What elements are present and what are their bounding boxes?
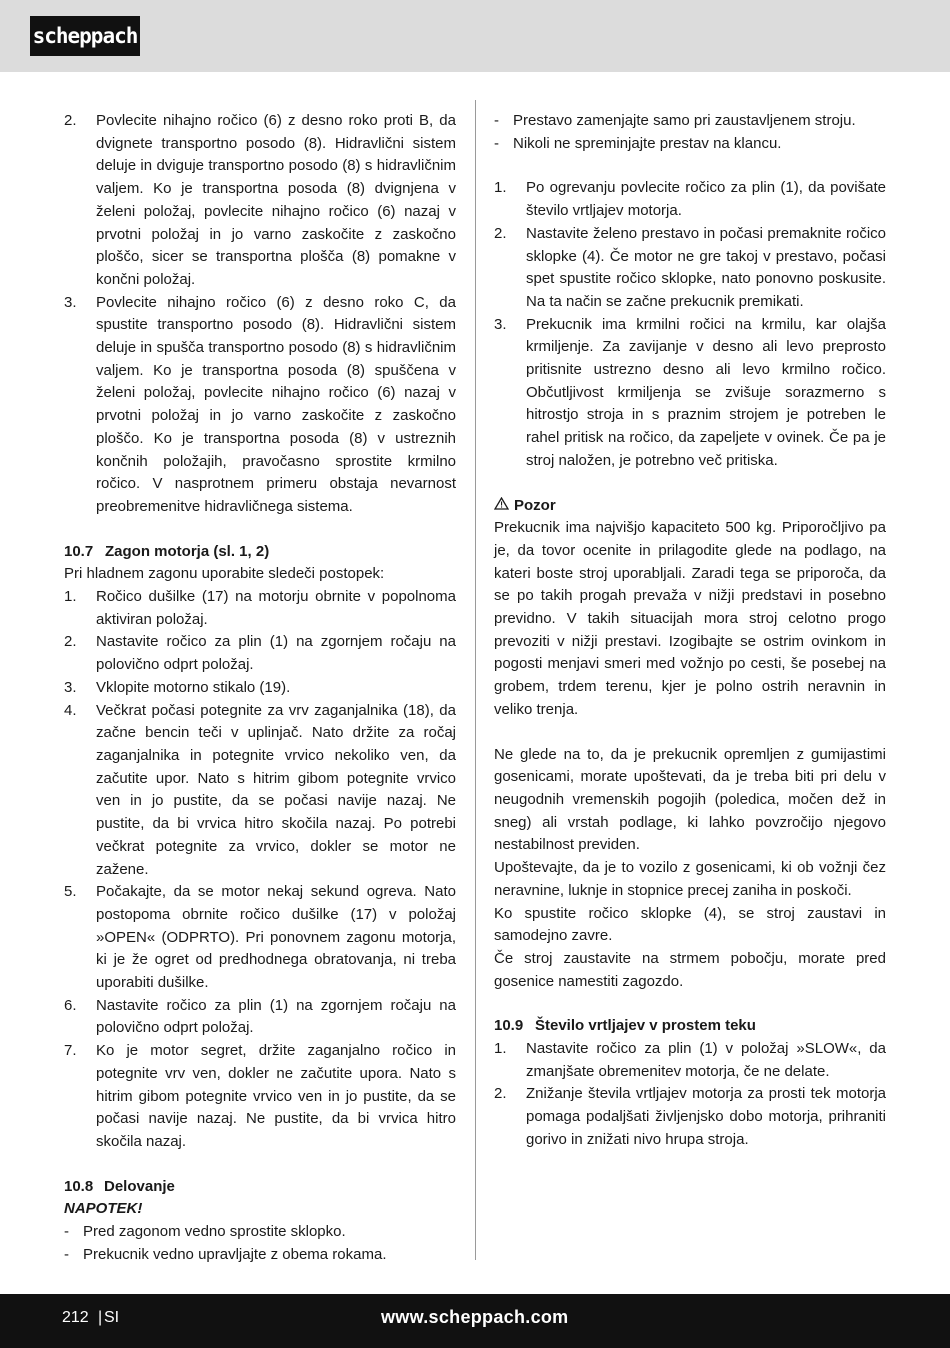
list-item — [64, 700, 456, 882]
list-number: 7. — [64, 1042, 77, 1060]
language-code: SI — [104, 1309, 120, 1326]
list-number: 3. — [64, 293, 77, 311]
list-item — [64, 677, 456, 700]
section-title: Delovanje — [104, 1177, 175, 1195]
section-number: 10.9 — [494, 1017, 524, 1035]
list-dash: - — [64, 1245, 69, 1263]
list-text: Prestavo zamenjajte samo pri zaustavljenem stroju. — [513, 112, 856, 129]
list-number: 2. — [64, 112, 77, 129]
section-title: Število vrtljajev v prostem teku — [535, 1017, 756, 1035]
list-number: 6. — [64, 996, 77, 1014]
paragraph: Ko spustite ročico sklopke (4), se stroj zaustavi in samodejno zavre. — [494, 904, 886, 945]
list-item — [64, 292, 456, 519]
list-text: Povlecite nihajno ročico (6) z desno roko proti B, da dvignete transportno posodo (8). Hidravlični sistem deluje in dviguje transportno posodo (8) s hidravličnim valjem. Ko je transportna posoda (8) dvignjena v želeni položaj, povlecite nihajno ročico (6) nazaj v prvotni položaj in jo varno zaskočite z zaskočno ploščo, sicer se transportna plošča (8) pomakne v končni položaj. — [96, 112, 456, 288]
list-number: 1. — [64, 588, 77, 606]
list-dash: - — [494, 134, 499, 152]
list-text: Vklopite motorno stikalo (19). — [96, 678, 291, 696]
list-item — [64, 1221, 456, 1244]
list-number: 1. — [494, 1040, 507, 1058]
page-separator: | — [98, 1309, 103, 1326]
list-item — [64, 1244, 456, 1267]
list-text: Prekucnik vedno upravljajte z obema rokama. — [83, 1245, 387, 1263]
list-text: Počakajte, da se motor nekaj sekund ogreva. Nato postopoma obrnite ročico dušilke (17) v položaj »OPEN« (ODPRTO). Pri ponovnem zagonu motorja, ki je že ogret od predhodnega obratovanja, ni treba uporabiti dušilke. — [96, 883, 456, 992]
header-band — [0, 0, 950, 72]
list-text: Nastavite ročico za plin (1) na zgornjem ročaju na polovično odprt položaj. — [96, 996, 456, 1037]
warning-heading — [494, 495, 886, 518]
list-text: Večkrat počasi potegnite za vrv zaganjalnika (18), da začne bencin teči v uplinjač. Nato držite za ročaj zaganjalnika in potegnite vrvico nekoliko ven, da začutite upor. Nato s hitrim gibom potegnite vrvico ven in jo pustite, da se počasi navije nazaj. Ne pustite, da bi vrvica hitro skočila nazaj. Po potrebi večkrat potegnite za vrvico, dokler se motor ne zažene. — [96, 701, 456, 878]
list-text: Nikoli ne spreminjajte prestav na klancu. — [513, 134, 782, 152]
section-heading-10-9 — [494, 1015, 886, 1038]
warning-triangle-icon — [494, 495, 514, 518]
page-number: 212 — [62, 1309, 89, 1326]
list-number: 3. — [64, 678, 77, 696]
list-number: 2. — [494, 1085, 507, 1103]
list-number: 2. — [494, 224, 507, 242]
list-item — [494, 110, 886, 133]
note-label: NAPOTEK! — [64, 1200, 143, 1218]
list-item — [64, 631, 456, 676]
section-title: Zagon motorja (sl. 1, 2) — [105, 542, 270, 560]
scheppach-logo: scheppach — [30, 16, 140, 56]
right-column — [494, 110, 886, 1152]
list-text: Pred zagonom vedno sprostite sklopko. — [83, 1223, 346, 1241]
list-item — [494, 133, 886, 156]
website-link[interactable]: www.scheppach.com — [381, 1307, 569, 1327]
section-intro: Pri hladnem zagonu uporabite sledeči postopek: — [64, 565, 385, 583]
left-column — [64, 110, 456, 1266]
warning-title: Pozor — [514, 496, 556, 514]
list-item — [64, 586, 456, 631]
list-text: Ko je motor segret, držite zaganjalno ročico in potegnite vrv ven, dokler ne začutite upora. Nato s hitrim gibom potegnite vrvico ven in jo pustite, da se počasi navije nazaj. Ne pustite, da bi vrvica hitro skočila nazaj. — [96, 1042, 456, 1150]
list-number: 2. — [64, 633, 77, 651]
list-item — [64, 995, 456, 1040]
list-number: 5. — [64, 883, 77, 901]
section-number: 10.8 — [64, 1177, 94, 1195]
list-text: Po ogrevanju povlecite ročico za plin (1), da povišate število vrtljajev motorja. — [526, 179, 886, 220]
list-item — [64, 1040, 456, 1154]
list-item — [494, 1038, 886, 1083]
list-dash: - — [494, 112, 499, 129]
list-text: Povlecite nihajno ročico (6) z desno roko C, da spustite transportno posodo (8). Hidravlični sistem deluje in spušča transportno posodo (8) s hidravličnim valjem. Ko je transportna posoda (8) spuščena v želeni položaj, povlecite nihajno ročico (6) nazaj v prvotni položaj in jo varno zaskočite z zaskočno ploščo. Ko je transportna posoda (8) v ustreznih končnih položajih, pravočasno sprostite krmilno ročico. V nasprotnem primeru obstaja nevarnost preobremenitve hidravličnega sistema. — [96, 293, 456, 515]
footer-band — [0, 1294, 950, 1348]
paragraph: Upoštevajte, da je to vozilo z gosenicami, ki ob vožnji čez neravnine, luknje in stopnice precej zaniha in poskoči. — [494, 859, 886, 899]
list-number: 3. — [494, 315, 507, 333]
list-number: 1. — [494, 179, 507, 197]
paragraph: Če stroj zaustavite na strmem pobočju, morate pred gosenice namestiti zagozdo. — [494, 949, 886, 990]
list-text: Nastavite ročico za plin (1) na zgornjem ročaju na polovično odprt položaj. — [96, 633, 456, 674]
list-text: Nastavite želeno prestavo in počasi premaknite ročico sklopke (4). Če motor ne gre takoj v prestavo, počasi spet spustite ročico sklopke, nato ponovno poskusite. Na ta način se začne prekucnik premikati. — [526, 224, 886, 310]
list-item — [494, 177, 886, 222]
list-item — [64, 881, 456, 995]
paragraph: Ne glede na to, da je prekucnik opremljen z gumijastimi gosenicami, morate upoštevati, da je treba biti pri delu v neugodnih vremenskih pogojih (poledica, močen dež in sneg) ali vrstah podlage, ki lahko povzročijo njegovo nestabilnost previden. — [494, 745, 886, 854]
list-text: Znižanje števila vrtljajev motorja za prosti tek motorja pomaga podaljšati življenjsko dobo motorja, prihraniti gorivo in znižati nivo hrupa stroja. — [526, 1085, 886, 1148]
list-dash: - — [64, 1223, 69, 1241]
list-text: Nastavite ročico za plin (1) v položaj »SLOW«, da zmanjšate obremenitev motorja, če ne delate. — [526, 1040, 886, 1080]
list-item — [494, 223, 886, 314]
warning-text: Prekucnik ima najvišjo kapaciteto 500 kg. Priporočljivo pa je, da tovor ocenite in prilagodite glede na podlago, na kateri boste stroj uporabljali. Zaradi tega se priporoča, da se po takih progah prevaža v nižji predstavi in posebno previdno. V takih situacijah mora stroj celotno progo prevoziti v nižji prestavi. Izogibajte se ostrim ovinkom in pogosti menjavi smeri med vožnjo po cesti, še posebej na grobem, trdem terenu, kjer je polno ostrih neravnin in veliko trenja. — [494, 519, 886, 718]
section-heading-10-7 — [64, 541, 456, 564]
column-divider — [475, 100, 476, 1260]
list-item — [494, 1083, 886, 1151]
section-number: 10.7 — [64, 542, 94, 560]
list-item — [494, 314, 886, 473]
list-text: Prekucnik ima krmilni ročici na krmilu, kar olajša krmiljenje. Za zavijanje v desno ali levo preprosto pritisnite ustrezno desno ali levo krmilno ročico. Občutljivost krmiljenja se zvišuje sorazmerno s hitrostjo stroja in s praznim strojem je potreben le rahel pritisk na ročico, da zapeljete v ovinek. Če pa je stroj naložen, je potrebno več pritiska. — [526, 315, 886, 469]
list-text: Ročico dušilke (17) na motorju obrnite v popolnoma aktiviran položaj. — [96, 588, 456, 628]
list-item — [64, 110, 456, 292]
section-heading-10-8 — [64, 1176, 456, 1199]
list-number: 4. — [64, 701, 77, 719]
